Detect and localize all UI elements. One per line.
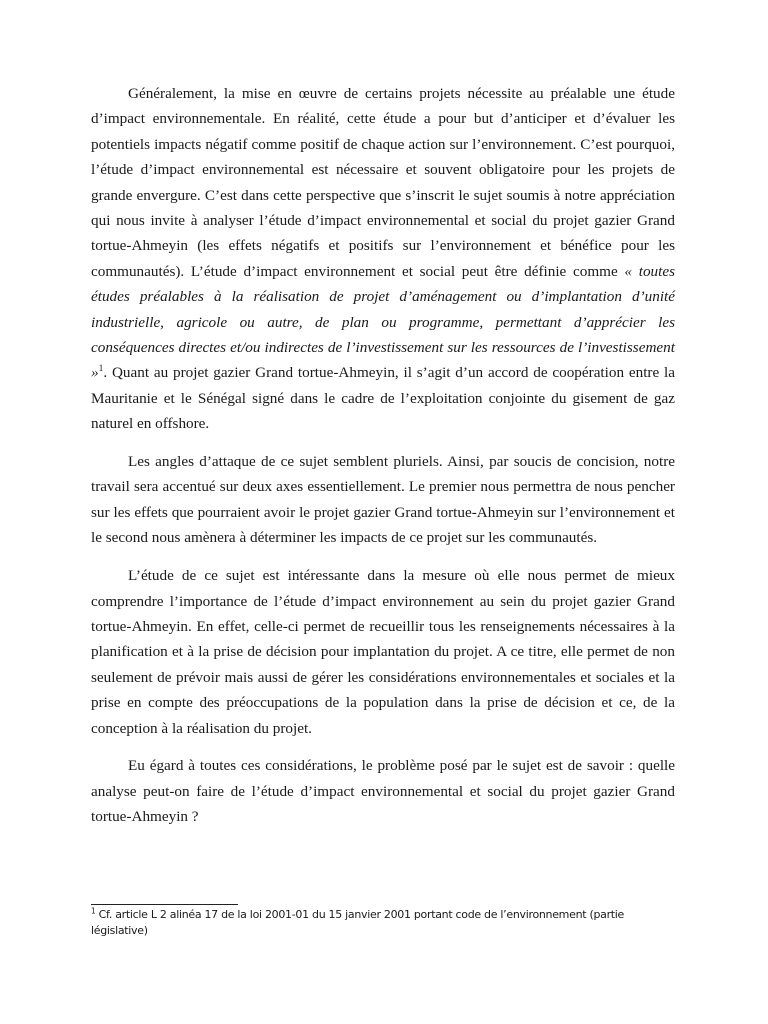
definition-quote: « toutes études préalables à la réalisation de projet d’aménagement ou d’implantation d’unité industrielle, agricole ou autre, de plan ou programme, permettant d’apprécier les conséquences directes et/ou indirectes de l’investissement sur les ressources de l’investissement » xyxy=(91,262,676,382)
footnote-text: Cf. article L 2 alinéa 17 de la loi 2001-01 du 15 janvier 2001 portant code de l’environnement (partie législative) xyxy=(91,908,625,937)
footnote-reference[interactable]: 1 xyxy=(98,364,104,375)
paragraph-problem-statement: Eu égard à toutes ces considérations, le problème posé par le sujet est de savoir : quelle analyse peut-on faire de l’étude d’impact environnemental et social du projet gazier Grand tortue-Ahmeyin ? xyxy=(91,757,675,826)
paragraph-interest: L’étude de ce sujet est intéressante dans la mesure où elle nous permet de mieux comprendre l’importance de l’étude d’impact environnement au sein du projet gazier Grand tortue-Ahmeyin. En effet, celle-ci permet de recueillir tous les renseignements nécessaires à la planification et à la prise de décision pour implantation du projet. A ce titre, elle permet de non seulement de prévoir mais aussi de gérer les considérations environnementales et sociales et la prise en compte des préoccupations de la population dans la prise de décision et ce, de la conception à la réalisation du projet. xyxy=(91,567,675,737)
footnote-separator xyxy=(91,904,238,905)
footnote-number: 1 xyxy=(91,906,96,916)
paragraph-text: Généralement, la mise en œuvre de certains projets nécessite au préalable une étude d’impact environnementale. En réalité, cette étude a pour but d’anticiper et d’évaluer les potentiels impacts négatif comme positif de chaque action sur l’environnement. C’est pourquoi, l’étude d’impact environnemental est nécessaire et souvent obligatoire pour les projets de grande envergure. C’est dans cette perspective que s’inscrit le sujet soumis à notre appréciation qui nous invite à analyser l’étude d’impact environnemental et social du projet gazier Grand tortue-Ahmeyin (les effets négatifs et positifs sur l’environnement et bénéfice pour les communautés). L’étude d’impact environnement et social peut être définie comme xyxy=(91,85,675,280)
paragraph-text-continued: . Quant au projet gazier Grand tortue-Ahmeyin, il s’agit d’un accord de coopération entre la Mauritanie et le Sénégal signé dans le cadre de l’exploitation conjointe du gisement de gaz naturel en offshore. xyxy=(91,364,675,433)
document-body xyxy=(91,81,675,830)
paragraph-introduction xyxy=(91,81,675,437)
paragraph-angles: Les angles d’attaque de ce sujet semblent pluriels. Ainsi, par soucis de concision, notre travail sera accentué sur deux axes essentiellement. Le premier nous permettra de nous pencher sur les effets que pourraient avoir le projet gazier Grand tortue-Ahmeyin sur l’environnement et le second nous amènera à déterminer les impacts de ce projet sur les communautés. xyxy=(91,453,675,547)
footnote xyxy=(91,907,675,939)
